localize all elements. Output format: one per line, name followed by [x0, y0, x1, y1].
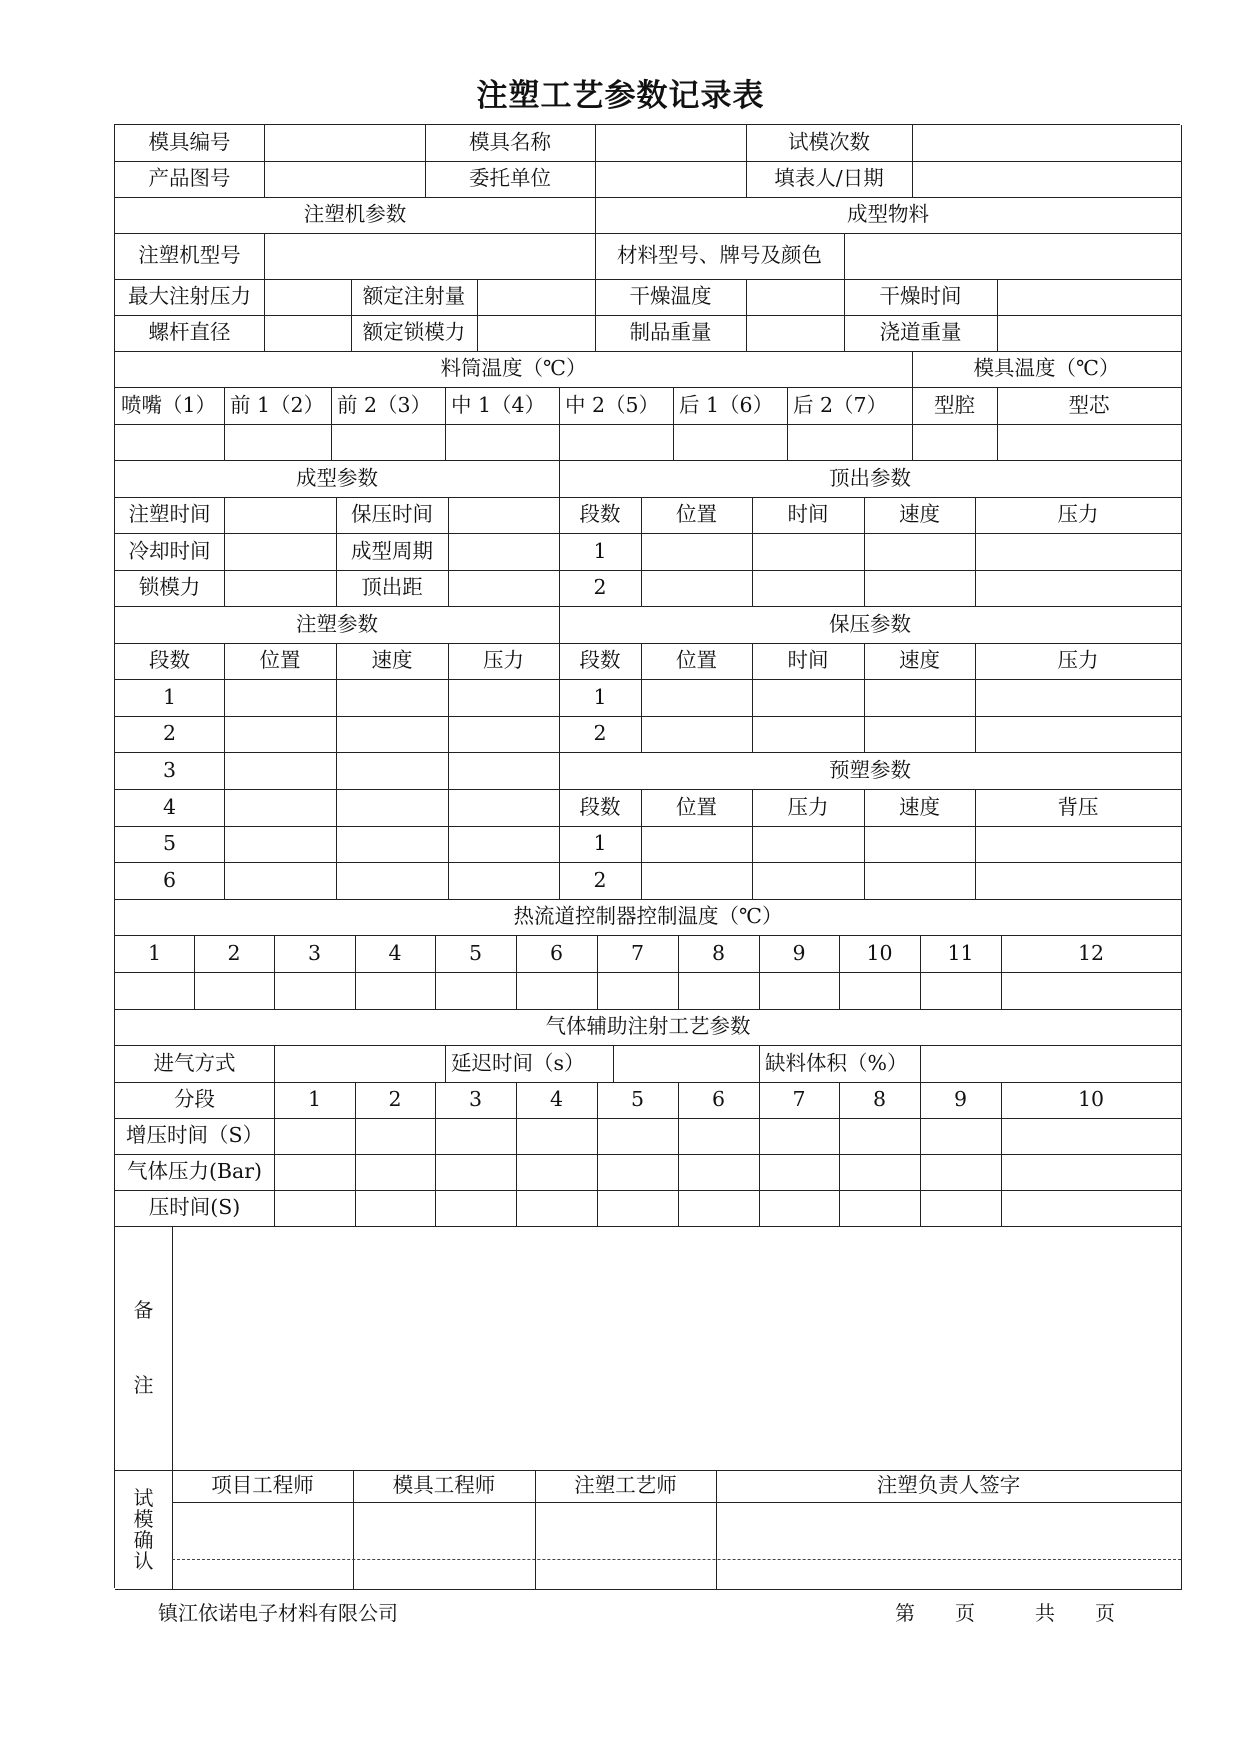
- machine-model-label: 注塑机型号: [115, 233, 265, 280]
- injection-col-header: 段数: [115, 643, 225, 680]
- dry-temp-label: 干燥温度: [595, 279, 747, 316]
- holding-section-header: 保压参数: [559, 606, 1182, 644]
- ejection-stage-number: 1: [559, 533, 642, 571]
- ejection-col-header: 时间: [752, 497, 865, 534]
- ejection-input[interactable]: [864, 570, 976, 607]
- hot-runner-input[interactable]: [839, 972, 921, 1010]
- holding-stage-number: 2: [559, 716, 642, 753]
- plasticizing-input[interactable]: [752, 826, 865, 863]
- gas-segment-number: 6: [678, 1082, 760, 1119]
- plasticizing-input[interactable]: [975, 862, 1182, 900]
- injection-stage-number: 1: [115, 679, 225, 717]
- plasticizing-col-header: 背压: [975, 789, 1182, 827]
- gas-input[interactable]: [839, 1190, 921, 1227]
- gas-row-label: 压时间(S): [115, 1190, 275, 1227]
- hot-runner-input[interactable]: [274, 972, 356, 1010]
- injection-input[interactable]: [448, 716, 560, 753]
- gas-row-label: 增压时间（S）: [115, 1118, 275, 1155]
- ejection-input[interactable]: [975, 533, 1182, 571]
- hot-runner-input[interactable]: [194, 972, 275, 1010]
- material-model-input[interactable]: [844, 233, 1182, 280]
- dry-temp-input[interactable]: [746, 279, 845, 316]
- gas-input[interactable]: [839, 1118, 921, 1155]
- hot-runner-zone-label: 1: [115, 935, 195, 973]
- injection-input[interactable]: [448, 752, 560, 790]
- plasticizing-col-header: 位置: [641, 789, 753, 827]
- molding-label: 顶出距: [336, 570, 449, 607]
- hot-runner-zone-label: 9: [759, 935, 840, 973]
- barrel-zone-input[interactable]: [673, 424, 788, 461]
- signature-input[interactable]: [716, 1502, 1182, 1590]
- ejection-col-header: 压力: [975, 497, 1182, 534]
- injection-stage-number: 3: [115, 752, 225, 790]
- plasticizing-stage-number: 2: [559, 862, 642, 900]
- holding-input[interactable]: [752, 716, 865, 753]
- screw-diameter-label: 螺杆直径: [115, 315, 265, 352]
- gas-input[interactable]: [678, 1154, 760, 1191]
- machine-model-input[interactable]: [264, 233, 596, 280]
- barrel-zone-label: 前 2（3）: [331, 387, 446, 425]
- signature-role-label: 模具工程师: [353, 1470, 536, 1503]
- injection-input[interactable]: [336, 826, 449, 863]
- ejection-col-header: 速度: [864, 497, 976, 534]
- delay-time-input[interactable]: [613, 1045, 760, 1083]
- hot-runner-input[interactable]: [1001, 972, 1182, 1010]
- max-pressure-input[interactable]: [264, 279, 352, 316]
- holding-input[interactable]: [641, 679, 753, 717]
- barrel-zone-input[interactable]: [445, 424, 560, 461]
- max-pressure-label: 最大注射压力: [115, 279, 265, 316]
- injection-input[interactable]: [448, 862, 560, 900]
- barrel-zone-label: 后 2（7）: [787, 387, 913, 425]
- form-title: 注塑工艺参数记录表: [476, 78, 765, 114]
- plasticizing-input[interactable]: [864, 826, 976, 863]
- gas-segment-number: 2: [355, 1082, 436, 1119]
- gas-input[interactable]: [1001, 1190, 1182, 1227]
- signature-role-label: 注塑负责人签字: [716, 1470, 1182, 1503]
- gas-input[interactable]: [355, 1190, 436, 1227]
- mold-name-label: 模具名称: [425, 125, 596, 162]
- holding-stage-number: 1: [559, 679, 642, 717]
- gas-input[interactable]: [435, 1118, 517, 1155]
- hot-runner-zone-label: 4: [355, 935, 436, 973]
- gas-segment-number: 3: [435, 1082, 517, 1119]
- barrel-zone-label: 中 1（4）: [445, 387, 560, 425]
- molding-section-header: 成型参数: [115, 460, 560, 498]
- plasticizing-col-header: 段数: [559, 789, 642, 827]
- mold-name-input[interactable]: [595, 125, 747, 162]
- gas-input[interactable]: [274, 1118, 356, 1155]
- hot-runner-input[interactable]: [435, 972, 517, 1010]
- gas-input[interactable]: [435, 1190, 517, 1227]
- gas-segment-number: 1: [274, 1082, 356, 1119]
- molding-label: 注塑时间: [115, 497, 225, 534]
- gas-input[interactable]: [516, 1118, 598, 1155]
- molding-input[interactable]: [224, 570, 337, 607]
- gas-input[interactable]: [839, 1154, 921, 1191]
- ejection-input[interactable]: [641, 533, 753, 571]
- holding-input[interactable]: [641, 716, 753, 753]
- mold-no-input[interactable]: [264, 125, 426, 162]
- core-temp-input[interactable]: [997, 424, 1182, 461]
- barrel-zone-label: 前 1（2）: [224, 387, 332, 425]
- gas-input[interactable]: [759, 1190, 840, 1227]
- gas-input[interactable]: [516, 1190, 598, 1227]
- barrel-zone-input[interactable]: [559, 424, 674, 461]
- plasticizing-input[interactable]: [752, 862, 865, 900]
- signature-dashed-line: [172, 1559, 1181, 1560]
- process-record-form: [114, 124, 1180, 1588]
- cavity-label: 型腔: [912, 387, 998, 425]
- barrel-zone-input[interactable]: [787, 424, 913, 461]
- hot-runner-header: 热流道控制器控制温度（℃）: [115, 899, 1182, 936]
- signature-role-label: 注塑工艺师: [535, 1470, 717, 1503]
- product-drawing-input[interactable]: [264, 161, 426, 198]
- gas-input[interactable]: [597, 1190, 679, 1227]
- barrel-temp-header: 料筒温度（℃）: [115, 351, 913, 388]
- delay-time-label: 延迟时间（s）: [445, 1045, 614, 1083]
- gas-input[interactable]: [759, 1154, 840, 1191]
- holding-input[interactable]: [752, 679, 865, 717]
- remarks-char: 注: [133, 1373, 154, 1397]
- gas-segment-number: 4: [516, 1082, 598, 1119]
- plasticizing-section-header: 预塑参数: [559, 752, 1182, 790]
- confirm-char: 模: [133, 1506, 154, 1531]
- client-input[interactable]: [595, 161, 747, 198]
- plasticizing-input[interactable]: [975, 826, 1182, 863]
- barrel-zone-label: 中 2（5）: [559, 387, 674, 425]
- ejection-input[interactable]: [752, 533, 865, 571]
- hot-runner-input[interactable]: [759, 972, 840, 1010]
- barrel-zone-input[interactable]: [331, 424, 446, 461]
- hot-runner-zone-label: 5: [435, 935, 517, 973]
- core-label: 型芯: [997, 387, 1182, 425]
- gas-input[interactable]: [678, 1190, 760, 1227]
- hot-runner-input[interactable]: [355, 972, 436, 1010]
- screw-diameter-input[interactable]: [264, 315, 352, 352]
- injection-input[interactable]: [448, 789, 560, 827]
- injection-input[interactable]: [336, 679, 449, 717]
- machine-section-header: 注塑机参数: [115, 197, 596, 234]
- molding-input[interactable]: [224, 497, 337, 534]
- molding-input[interactable]: [448, 570, 560, 607]
- injection-input[interactable]: [224, 752, 337, 790]
- ejection-col-header: 段数: [559, 497, 642, 534]
- hot-runner-input[interactable]: [516, 972, 598, 1010]
- rated-clamp-input[interactable]: [477, 315, 596, 352]
- gas-input[interactable]: [1001, 1154, 1182, 1191]
- gas-segment-number: 10: [1001, 1082, 1182, 1119]
- signature-input[interactable]: [172, 1502, 354, 1590]
- gas-input[interactable]: [274, 1190, 356, 1227]
- remarks-input[interactable]: [172, 1226, 1182, 1471]
- injection-input[interactable]: [336, 789, 449, 827]
- ejection-input[interactable]: [864, 533, 976, 571]
- plasticizing-input[interactable]: [641, 826, 753, 863]
- footer-company: 镇江依诺电子材料有限公司: [158, 1601, 398, 1625]
- short-shot-input[interactable]: [920, 1045, 1182, 1083]
- gas-input[interactable]: [597, 1118, 679, 1155]
- molding-input[interactable]: [448, 533, 560, 571]
- ejection-stage-number: 2: [559, 570, 642, 607]
- holding-col-header: 时间: [752, 643, 865, 680]
- gas-input[interactable]: [759, 1118, 840, 1155]
- plasticizing-col-header: 速度: [864, 789, 976, 827]
- injection-stage-number: 6: [115, 862, 225, 900]
- gas-input[interactable]: [920, 1118, 1002, 1155]
- ejection-input[interactable]: [975, 570, 1182, 607]
- holding-col-header: 段数: [559, 643, 642, 680]
- material-model-label: 材料型号、牌号及颜色: [595, 233, 845, 280]
- injection-stage-number: 2: [115, 716, 225, 753]
- injection-input[interactable]: [448, 679, 560, 717]
- filler-date-label: 填表人/日期: [746, 161, 913, 198]
- signature-input[interactable]: [353, 1502, 536, 1590]
- mold-no-label: 模具编号: [115, 125, 265, 162]
- gas-input[interactable]: [597, 1154, 679, 1191]
- hot-runner-zone-label: 12: [1001, 935, 1182, 973]
- material-section-header: 成型物料: [595, 197, 1182, 234]
- rated-volume-label: 额定注射量: [351, 279, 478, 316]
- injection-input[interactable]: [448, 826, 560, 863]
- molding-label: 成型周期: [336, 533, 449, 571]
- confirm-char: 试: [133, 1485, 154, 1510]
- hot-runner-zone-label: 8: [678, 935, 760, 973]
- injection-col-header: 压力: [448, 643, 560, 680]
- confirm-char: 认: [133, 1548, 154, 1573]
- injection-col-header: 速度: [336, 643, 449, 680]
- gas-input[interactable]: [516, 1154, 598, 1191]
- molding-label: 冷却时间: [115, 533, 225, 571]
- runner-weight-label: 浇道重量: [844, 315, 998, 352]
- hot-runner-zone-label: 2: [194, 935, 275, 973]
- dry-time-input[interactable]: [997, 279, 1182, 316]
- ejection-input[interactable]: [641, 570, 753, 607]
- segment-label: 分段: [115, 1082, 275, 1119]
- hot-runner-input[interactable]: [115, 972, 195, 1010]
- gas-input[interactable]: [435, 1154, 517, 1191]
- gas-segment-number: 9: [920, 1082, 1002, 1119]
- signature-input[interactable]: [535, 1502, 717, 1590]
- intake-method-input[interactable]: [274, 1045, 446, 1083]
- remarks-char: 备: [133, 1298, 154, 1322]
- hot-runner-zone-label: 3: [274, 935, 356, 973]
- injection-col-header: 位置: [224, 643, 337, 680]
- ejection-col-header: 位置: [641, 497, 753, 534]
- gas-segment-number: 8: [839, 1082, 921, 1119]
- gas-input[interactable]: [920, 1154, 1002, 1191]
- holding-input[interactable]: [975, 679, 1182, 717]
- plasticizing-input[interactable]: [864, 862, 976, 900]
- injection-section-header: 注塑参数: [115, 606, 560, 644]
- gas-input[interactable]: [920, 1190, 1002, 1227]
- injection-input[interactable]: [224, 789, 337, 827]
- plasticizing-col-header: 压力: [752, 789, 865, 827]
- ejection-section-header: 顶出参数: [559, 460, 1182, 498]
- gas-row-label: 气体压力(Bar): [115, 1154, 275, 1191]
- injection-input[interactable]: [224, 826, 337, 863]
- molding-label: 保压时间: [336, 497, 449, 534]
- plasticizing-stage-number: 1: [559, 826, 642, 863]
- intake-method-label: 进气方式: [115, 1045, 275, 1083]
- holding-input[interactable]: [864, 679, 976, 717]
- hot-runner-input[interactable]: [678, 972, 760, 1010]
- rated-clamp-label: 额定锁模力: [351, 315, 478, 352]
- trial-count-input[interactable]: [912, 125, 1182, 162]
- molding-input[interactable]: [224, 533, 337, 571]
- gas-input[interactable]: [678, 1118, 760, 1155]
- barrel-zone-input[interactable]: [224, 424, 332, 461]
- molding-label: 锁模力: [115, 570, 225, 607]
- injection-input[interactable]: [336, 716, 449, 753]
- remarks-label: [115, 1226, 173, 1471]
- gas-segment-number: 5: [597, 1082, 679, 1119]
- dry-time-label: 干燥时间: [844, 279, 998, 316]
- trial-count-label: 试模次数: [746, 125, 913, 162]
- filler-date-input[interactable]: [912, 161, 1182, 198]
- cavity-temp-input[interactable]: [912, 424, 998, 461]
- gas-assist-header: 气体辅助注射工艺参数: [115, 1009, 1182, 1046]
- hot-runner-input[interactable]: [597, 972, 679, 1010]
- holding-col-header: 速度: [864, 643, 976, 680]
- mold-temp-header: 模具温度（℃）: [912, 351, 1182, 388]
- injection-input[interactable]: [224, 679, 337, 717]
- hot-runner-zone-label: 6: [516, 935, 598, 973]
- client-label: 委托单位: [425, 161, 596, 198]
- injection-input[interactable]: [224, 862, 337, 900]
- molding-input[interactable]: [448, 497, 560, 534]
- confirm-char: 确: [133, 1527, 154, 1552]
- injection-input[interactable]: [336, 862, 449, 900]
- barrel-zone-label: 后 1（6）: [673, 387, 788, 425]
- rated-volume-input[interactable]: [477, 279, 596, 316]
- injection-stage-number: 5: [115, 826, 225, 863]
- hot-runner-zone-label: 11: [920, 935, 1002, 973]
- trial-confirm-label: [115, 1470, 173, 1590]
- holding-input[interactable]: [975, 716, 1182, 753]
- injection-input[interactable]: [336, 752, 449, 790]
- holding-input[interactable]: [864, 716, 976, 753]
- gas-input[interactable]: [274, 1154, 356, 1191]
- ejection-input[interactable]: [752, 570, 865, 607]
- hot-runner-zone-label: 7: [597, 935, 679, 973]
- injection-input[interactable]: [224, 716, 337, 753]
- holding-col-header: 位置: [641, 643, 753, 680]
- gas-segment-number: 7: [759, 1082, 840, 1119]
- hot-runner-zone-label: 10: [839, 935, 921, 973]
- injection-stage-number: 4: [115, 789, 225, 827]
- part-weight-label: 制品重量: [595, 315, 747, 352]
- holding-col-header: 压力: [975, 643, 1182, 680]
- barrel-zone-input[interactable]: [115, 424, 225, 461]
- runner-weight-input[interactable]: [997, 315, 1182, 352]
- product-drawing-label: 产品图号: [115, 161, 265, 198]
- gas-input[interactable]: [1001, 1118, 1182, 1155]
- hot-runner-input[interactable]: [920, 972, 1002, 1010]
- gas-input[interactable]: [355, 1154, 436, 1191]
- gas-input[interactable]: [355, 1118, 436, 1155]
- barrel-zone-label: 喷嘴（1）: [115, 387, 225, 425]
- short-shot-label: 缺料体积（%）: [759, 1045, 921, 1083]
- plasticizing-input[interactable]: [641, 862, 753, 900]
- signature-role-label: 项目工程师: [172, 1470, 354, 1503]
- part-weight-input[interactable]: [746, 315, 845, 352]
- footer-page-count: 第 页 共 页: [895, 1601, 1115, 1625]
